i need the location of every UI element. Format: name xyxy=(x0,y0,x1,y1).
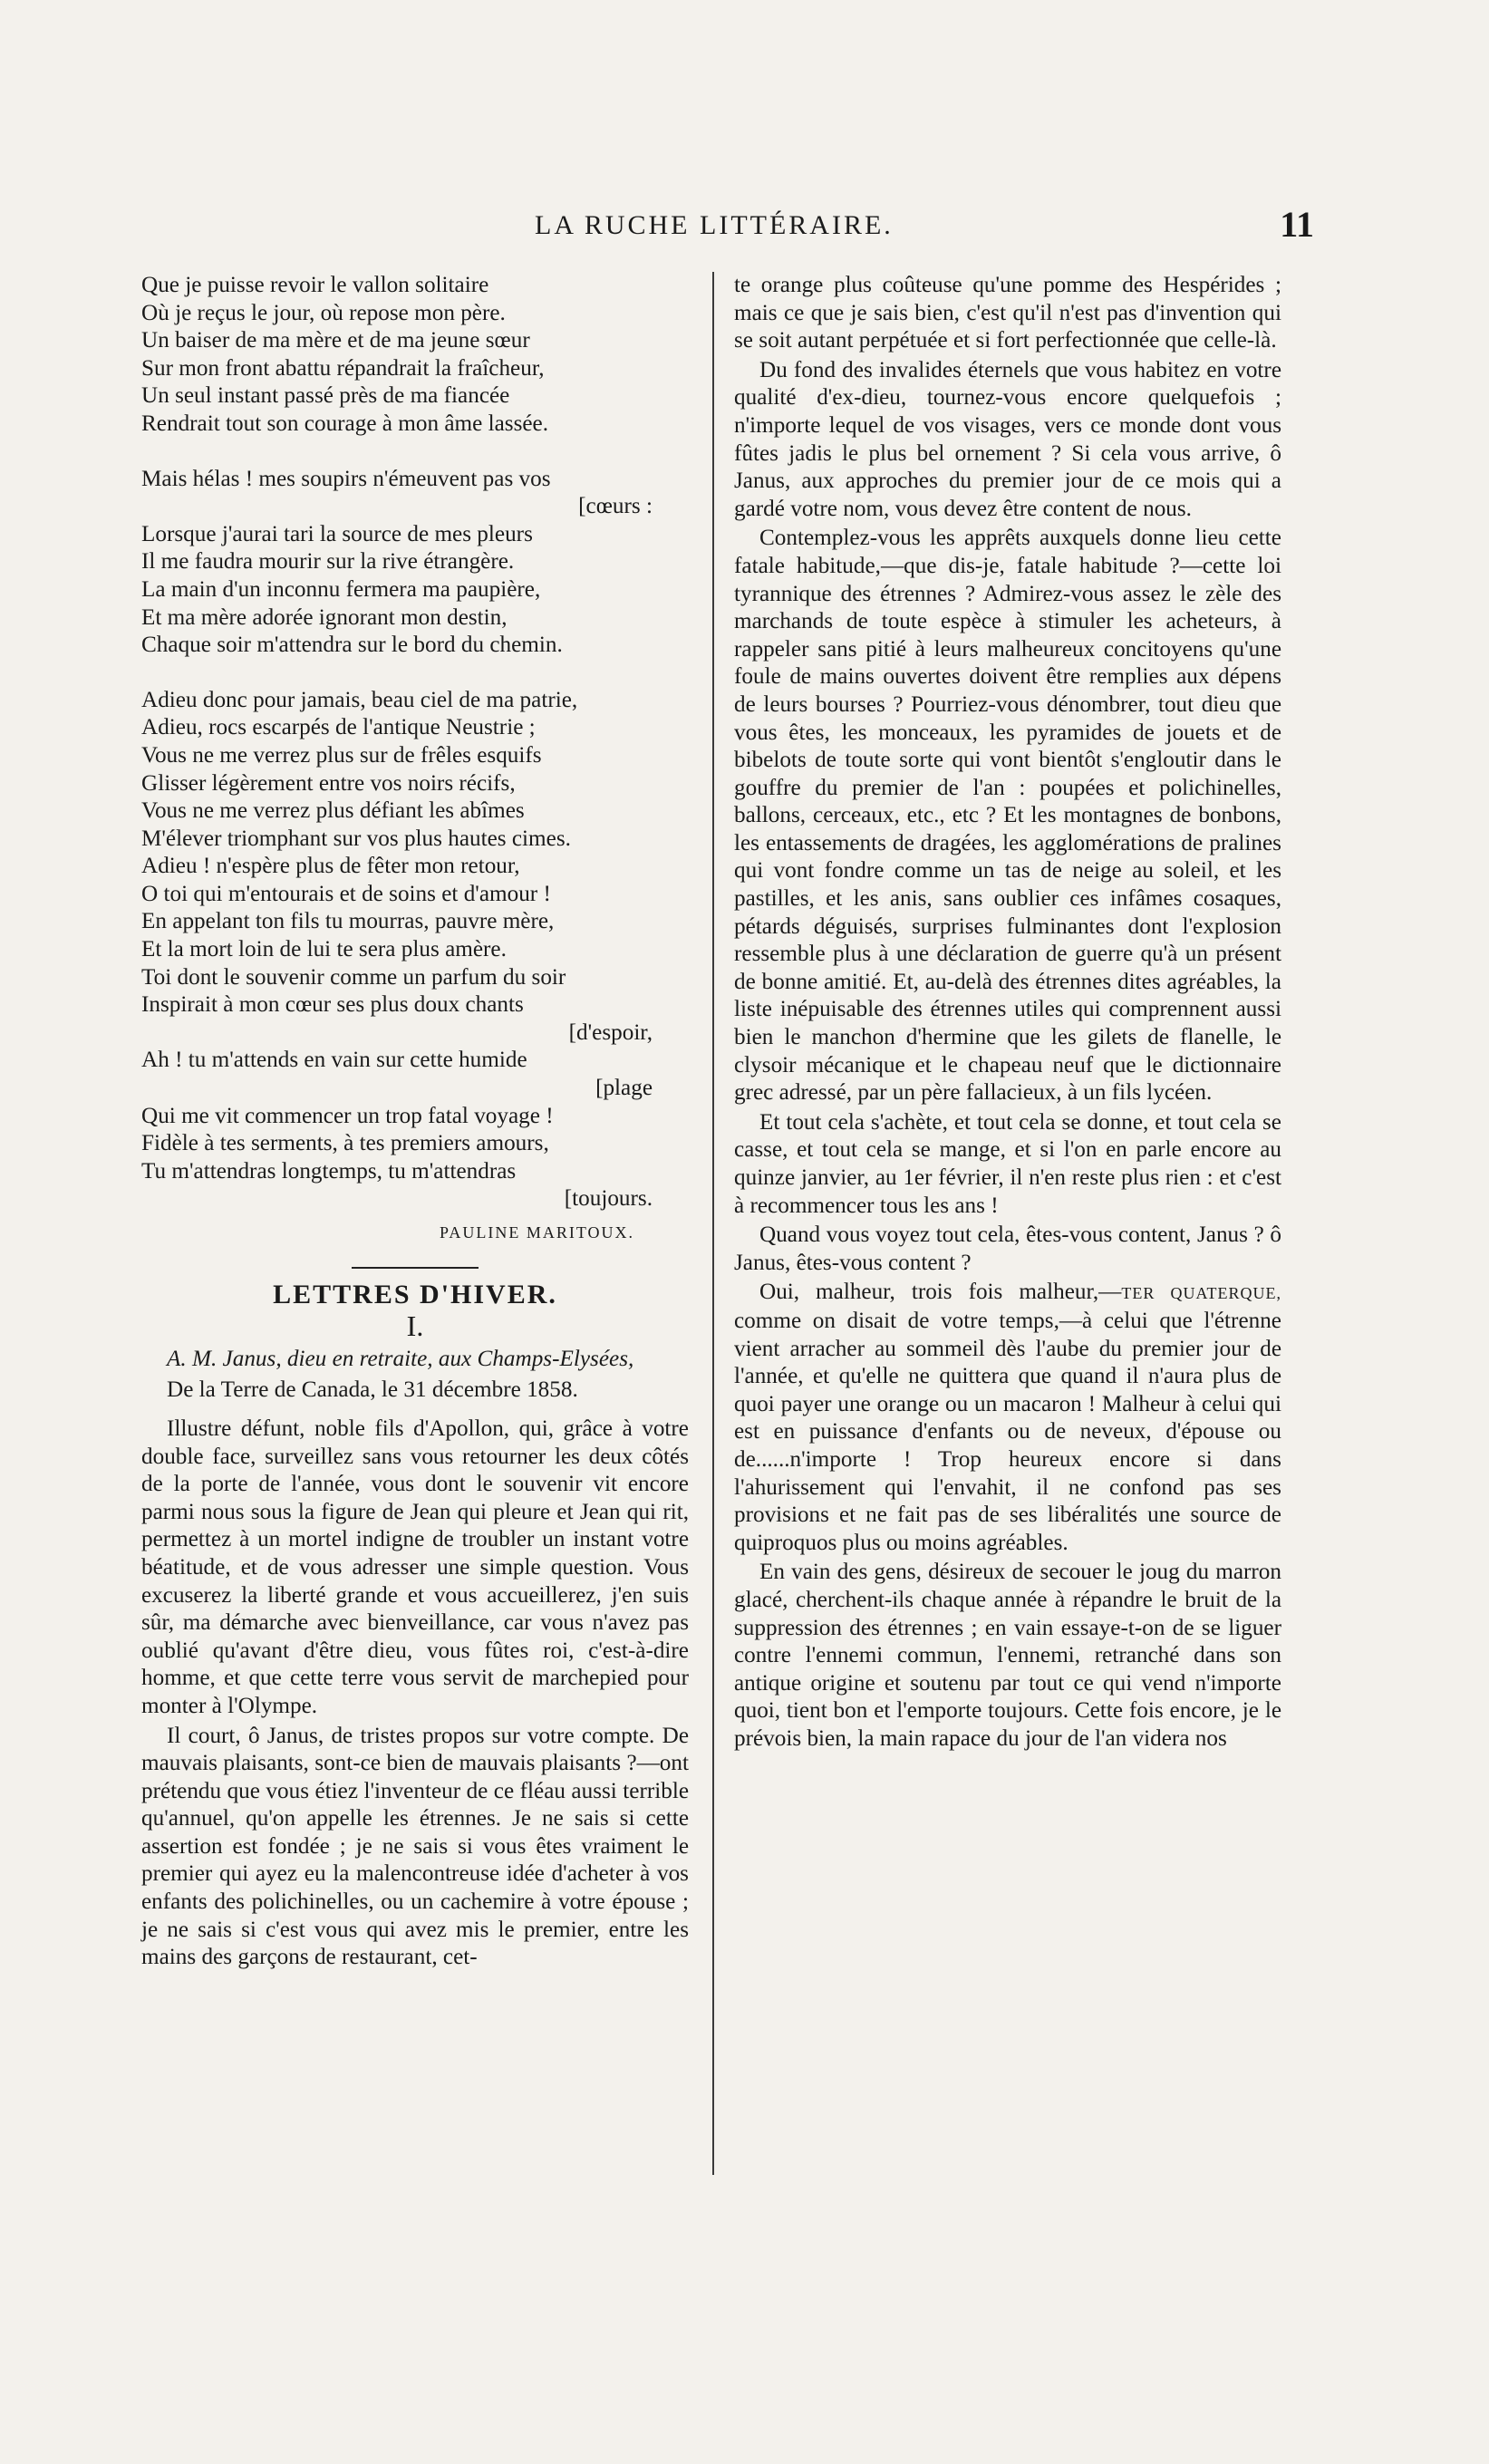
letter-paragraph: Contemplez-vous les apprêts auxquels donne lieu cette fatale habitude,—que dis-je, fatale habitude ?—cette loi tyrannique des étrennes ? Admirez-vous assez le zèle des marchands de toute espèce à stimuler les acheteurs, à rappeler sans pitié à leurs malheureux concitoyens qu'une foule de mains ouvertes doivent être remplies aux dépens de leurs bourses ? Pourriez-vous dénombrer, tout dieu que vous êtes, les monceaux, les pyramides de jouets et de bibelots de toute sorte qui vont bientôt s'engloutir dans le gouffre du premier de l'an : poupées et polichinelles, ballons, cerceaux, etc., etc ? Et les montagnes de bonbons, les entassements de dragées, les agglomérations de pralines qui vont fondre comme un tas de neige au soleil, et les pastilles, et les anis, sans oublier ces infâmes cosaques, pétards déguisés, surprises fulminantes dont l'explosion ressemble plus à une déclaration de guerre qu'à un présent de bonne amitié. Et, au-delà des étrennes dites agréables, la liste inépuisable des étrennes utiles qui comprennent aussi bien le manchon d'hermine que les gilets de flanelle, le clysoir mécanique et le chapeau neuf que le dictionnaire grec adressé, par un père fallacieux, à un fils lycéen. xyxy=(734,526,1281,1106)
verse-line: La main d'un inconnu fermera ma paupière, xyxy=(141,576,541,602)
verse-line: Où je reçus le jour, où repose mon père. xyxy=(141,300,506,325)
letter-address: A. M. Janus, dieu en retraite, aux Champs-Elysées, xyxy=(167,1346,634,1371)
verse-line: Inspirait à mon cœur ses plus doux chants xyxy=(141,992,524,1018)
verse-line: Toi dont le souvenir comme un parfum du soir xyxy=(141,964,566,990)
letter-dateline: De la Terre de Canada, le 31 décembre 1858. xyxy=(167,1377,578,1403)
verse-line: Adieu ! n'espère plus de fêter mon retour, xyxy=(141,854,520,879)
verse-line: O toi qui m'entourais et de soins et d'amour ! xyxy=(141,881,551,906)
verse-line: Un baiser de ma mère et de ma jeune sœur xyxy=(141,328,530,353)
left-column xyxy=(141,272,689,1972)
letter-paragraph: Illustre défunt, noble fils d'Apollon, qui, grâce à votre double face, surveillez sans vous retourner les deux côtés de la porte de l'année, vous dont le souvenir vit encore parmi nous sous la figure de Jean qui pleure et Jean qui rit, permettez à un mortel indigne de troubler un instant votre béatitude, et de vous adresser une simple question. Vous excuserez la liberté grande et vous accueillerez, j'en suis sûr, ma démarche avec bienveillance, car vous n'avez pas oublié qu'avant d'être dieu, vous fûtes roi, c'est-à-dire homme, et que cette terre vous servit de marchepied pour monter à l'Olympe. xyxy=(141,1416,689,1718)
verse-continuation: [toujours. xyxy=(564,1186,653,1212)
journal-title: LA RUCHE LITTÉRAIRE. xyxy=(535,210,894,240)
verse-line: Tu m'attendras longtemps, tu m'attendras xyxy=(141,1158,517,1184)
poem-stanza xyxy=(141,687,689,1213)
verse-line: Fidèle à tes serments, à tes premiers amours, xyxy=(141,1131,549,1156)
column-divider xyxy=(712,272,714,2175)
letter-paragraph: Quand vous voyez tout cela, êtes-vous content, Janus ? ô Janus, êtes-vous content ? xyxy=(734,1222,1281,1275)
verse-line: Et la mort loin de lui te sera plus amère. xyxy=(141,937,507,962)
verse-continuation: [plage xyxy=(595,1076,653,1101)
section-number: I. xyxy=(406,1309,424,1343)
poem-stanza xyxy=(141,466,689,660)
verse-line: Chaque soir m'attendra sur le bord du chemin. xyxy=(141,633,563,658)
paragraph-text: comme on disait de votre temps,—à celui que l'étrenne vient arracher au sommeil dès l'aube du premier jour de l'année, et qu'elle ne quittera que quand il n'aura plus de quoi payer une orange ou un macaron ! Malheur à celui qui est en puissance d'enfants ou de neveux, d'épouse ou de......n'importe ! Trop heureux encore si dans l'ahurissement qui l'envahit, il ne confond pas ses provisions et ne fait pas de ses libéralités une source de quiproquos plus ou moins agréables. xyxy=(734,1308,1281,1555)
poem xyxy=(141,272,689,1213)
right-column xyxy=(734,272,1281,1753)
verse-line: Sur mon front abattu répandrait la fraîcheur, xyxy=(141,355,545,381)
verse-line: Ah ! tu m'attends en vain sur cette humide xyxy=(141,1048,527,1073)
letter-paragraph: Du fond des invalides éternels que vous habitez en votre qualité d'ex-dieu, tournez-vous encore quelquefois ; n'importe lequel de vos visages, vers ce monde dont vous fûtes jadis le plus bel ornement ? Si cela vous arrive, ô Janus, aux approches du premier jour de ce mois qui a gardé votre nom, vous devez être content de nous. xyxy=(734,357,1281,521)
letter-paragraph xyxy=(734,1279,1281,1557)
verse-line: M'élever triomphant sur vos plus hautes cimes. xyxy=(141,826,571,851)
verse-continuation: [cœurs : xyxy=(578,494,653,519)
letter-paragraph: te orange plus coûteuse qu'une pomme des Hespérides ; mais ce que je sais bien, c'est qu'il n'est pas d'invention qui se soit autant perpétuée et si fort perfectionnée que celle-là. xyxy=(734,273,1281,353)
verse-line: En appelant ton fils tu mourras, pauvre mère, xyxy=(141,909,555,934)
verse-line: Lorsque j'aurai tari la source de mes pleurs xyxy=(141,521,533,546)
verse-line: Rendrait tout son courage à mon âme lassée. xyxy=(141,411,549,436)
poem-signature: PAULINE MARITOUX. xyxy=(439,1223,634,1242)
paragraph-text: Oui, malheur, trois fois malheur,— xyxy=(759,1280,1122,1305)
verse-line: Mais hélas ! mes soupirs n'émeuvent pas vos xyxy=(141,466,551,491)
verse-line: Adieu, rocs escarpés de l'antique Neustrie ; xyxy=(141,715,536,740)
verse-line: Et ma mère adorée ignorant mon destin, xyxy=(141,604,508,630)
section-title: LETTRES D'HIVER. xyxy=(273,1279,557,1309)
page-number: 11 xyxy=(1280,204,1314,245)
verse-line: Adieu donc pour jamais, beau ciel de ma patrie, xyxy=(141,687,578,712)
latin-phrase: TER QUATERQUE, xyxy=(1121,1284,1281,1303)
verse-line: Que je puisse revoir le vallon solitaire xyxy=(141,273,489,297)
verse-continuation: [d'espoir, xyxy=(568,1019,653,1045)
running-header xyxy=(535,201,1314,245)
section-divider xyxy=(352,1267,479,1269)
verse-line: Vous ne me verrez plus sur de frêles esquifs xyxy=(141,742,542,768)
poem-stanza xyxy=(141,272,689,439)
verse-line: Vous ne me verrez plus défiant les abîmes xyxy=(141,798,525,824)
verse-line: Qui me vit commencer un trop fatal voyage ! xyxy=(141,1103,554,1128)
verse-line: Il me faudra mourir sur la rive étrangère. xyxy=(141,549,515,575)
letter-paragraph: Et tout cela s'achète, et tout cela se donne, et tout cela se casse, et tout cela se mange, et si l'on en parle encore au quinze janvier, au 1er février, il n'en reste plus rien : et c'est à recommencer tous les ans ! xyxy=(734,1109,1281,1218)
letter-paragraph: En vain des gens, désireux de secouer le joug du marron glacé, cherchent-ils chaque année à répandre le bruit de la suppression des étrennes ; en vain essaye-t-on de se liguer contre l'ennemi commun, l'ennemi, retranché dans son antique origine et soutenu par tout ce qui vend n'importe quoi, tient bon et l'emporte toujours. Cette fois encore, je le prévois bien, la main rapace du jour de l'an videra nos xyxy=(734,1560,1281,1751)
letter-paragraph: Il court, ô Janus, de tristes propos sur votre compte. De mauvais plaisants, sont-ce bien de mauvais plaisants ?—ont prétendu que vous étiez l'inventeur de ce fléau aussi terrible qu'annuel, qu'on appelle les étrennes. Je ne sais si cette assertion est fondée ; je ne sais si vous êtes vraiment le premier qui ayez eu la malencontreuse idée d'acheter à vos enfants des polichinelles, ou un cachemire à votre épouse ; je ne sais si c'est vous qui avez mis le premier, entre les mains des garçons de restaurant, cet- xyxy=(141,1723,689,1970)
verse-line: Un seul instant passé près de ma fiancée xyxy=(141,383,510,409)
verse-line: Glisser légèrement entre vos noirs récifs, xyxy=(141,770,516,796)
